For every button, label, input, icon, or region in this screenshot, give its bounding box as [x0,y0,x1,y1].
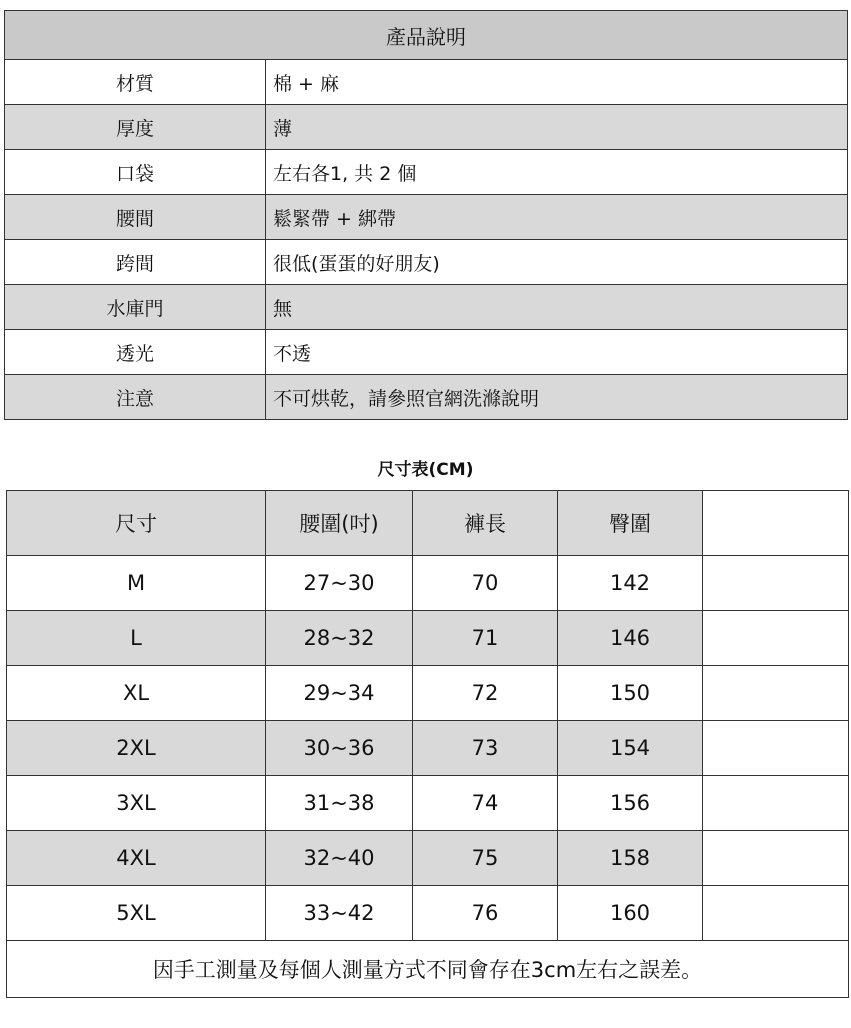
size-cell: M [7,556,266,611]
table-row [7,831,849,886]
hip-cell: 146 [558,611,703,666]
empty-cell [703,556,849,611]
row-label: 口袋 [5,150,266,195]
empty-cell [703,776,849,831]
row-label: 材質 [5,60,266,105]
length-cell: 74 [413,776,558,831]
table-row [5,195,848,240]
waist-cell: 31~38 [266,776,413,831]
hip-cell: 142 [558,556,703,611]
table-row [7,886,849,941]
header-length: 褲長 [413,491,558,556]
size-cell: XL [7,666,266,721]
row-label: 厚度 [5,105,266,150]
hip-cell: 160 [558,886,703,941]
hip-cell: 154 [558,721,703,776]
hip-cell: 156 [558,776,703,831]
length-cell: 73 [413,721,558,776]
table-row [5,60,848,105]
row-label: 腰間 [5,195,266,240]
table-row [5,105,848,150]
waist-cell: 32~40 [266,831,413,886]
row-value: 很低(蛋蛋的好朋友) [266,240,848,285]
size-chart-table [6,490,849,998]
empty-cell [703,831,849,886]
size-cell: 4XL [7,831,266,886]
table-row [7,776,849,831]
table-row [7,556,849,611]
row-value: 不可烘乾，請參照官網洗滌說明 [266,375,848,420]
hip-cell: 158 [558,831,703,886]
length-cell: 76 [413,886,558,941]
size-chart-caption: 尺寸表(CM) [377,460,474,480]
row-value: 左右各1, 共 2 個 [266,150,848,195]
table-row [5,285,848,330]
size-header-row [7,491,849,556]
product-info-table [4,10,848,420]
measurement-note: 因手工測量及每個人測量方式不同會存在3cm左右之誤差。 [7,941,849,998]
row-value: 無 [266,285,848,330]
length-cell: 70 [413,556,558,611]
size-cell: L [7,611,266,666]
product-title: 產品說明 [5,11,848,60]
row-label: 水庫門 [5,285,266,330]
empty-cell [703,666,849,721]
waist-cell: 27~30 [266,556,413,611]
row-value: 不透 [266,330,848,375]
table-row [7,611,849,666]
note-row [7,941,849,998]
header-size: 尺寸 [7,491,266,556]
row-value: 棉 + 麻 [266,60,848,105]
row-label: 跨間 [5,240,266,285]
waist-cell: 33~42 [266,886,413,941]
size-cell: 2XL [7,721,266,776]
row-value: 鬆緊帶 + 綁帶 [266,195,848,240]
length-cell: 71 [413,611,558,666]
row-label: 透光 [5,330,266,375]
header-waist: 腰圍(吋) [266,491,413,556]
row-value: 薄 [266,105,848,150]
hip-cell: 150 [558,666,703,721]
length-cell: 72 [413,666,558,721]
table-row [5,150,848,195]
table-row [7,721,849,776]
table-row [5,240,848,285]
empty-cell [703,886,849,941]
header-empty [703,491,849,556]
header-hip: 臀圍 [558,491,703,556]
length-cell: 75 [413,831,558,886]
empty-cell [703,611,849,666]
waist-cell: 30~36 [266,721,413,776]
size-cell: 3XL [7,776,266,831]
waist-cell: 28~32 [266,611,413,666]
size-cell: 5XL [7,886,266,941]
table-row [5,375,848,420]
table-row [7,666,849,721]
empty-cell [703,721,849,776]
waist-cell: 29~34 [266,666,413,721]
table-row [5,330,848,375]
row-label: 注意 [5,375,266,420]
